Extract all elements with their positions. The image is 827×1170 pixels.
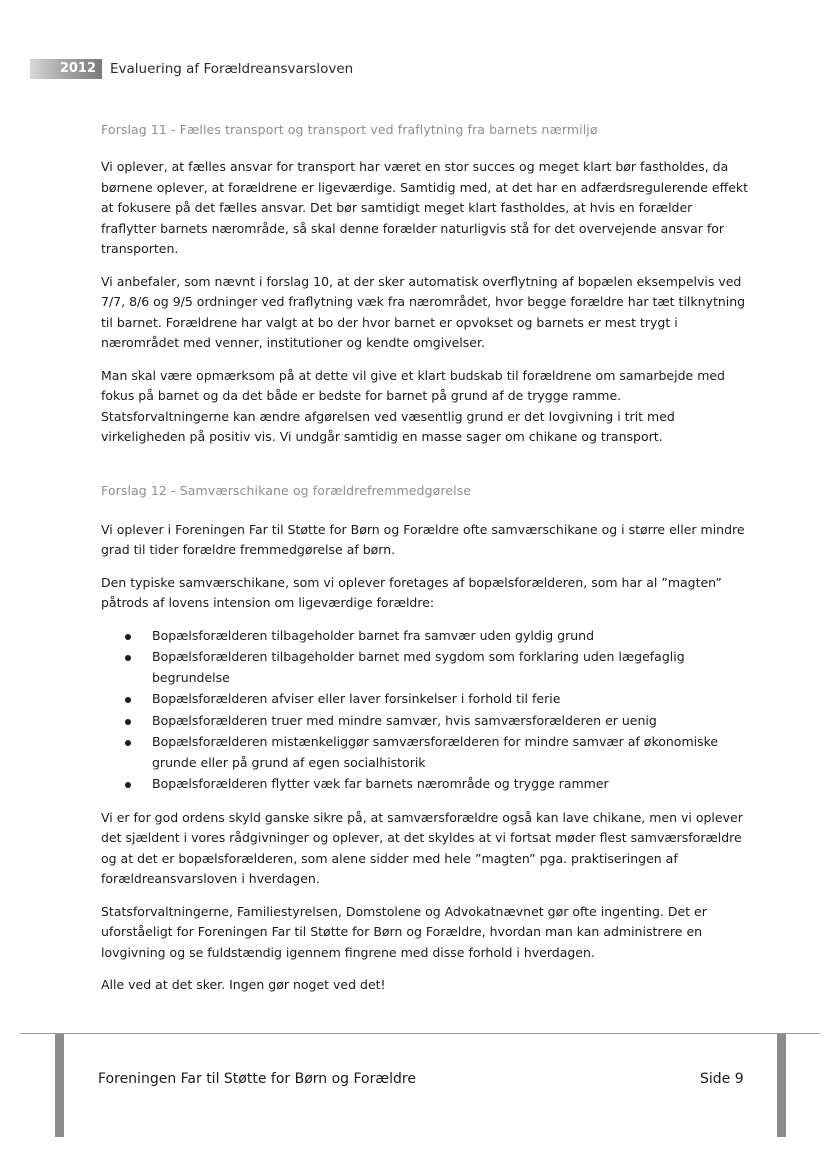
main-content [101, 122, 751, 996]
bullet-icon [125, 655, 131, 661]
document-title: Evaluering af Forældreansvarsloven [110, 61, 354, 77]
list-item-text: Bopælsforælderen truer med mindre samvær, hvis samværsforælderen er uenig [152, 712, 657, 728]
list-item [101, 774, 751, 795]
year-badge: 2012 [30, 59, 102, 79]
bullet-icon [125, 634, 131, 640]
page-number: Side 9 [700, 1071, 744, 1087]
list-item-text: Bopælsforælderen tilbageholder barnet fra samvær uden gyldig grund [152, 627, 594, 643]
list-item [101, 689, 751, 710]
bullet-icon [125, 719, 131, 725]
bullet-icon [125, 697, 131, 703]
footer-divider [20, 1033, 820, 1034]
footer-left-bar [55, 1034, 64, 1137]
list-item-text: Bopælsforælderen tilbageholder barnet med sygdom som forklaring uden lægefaglig begrundelse [152, 649, 685, 685]
paragraph: Man skal være opmærksom på at dette vil give et klart budskab til forældrene om samarbejde med fokus på barnet og da det både er bedste for barnet på grund af de trygge ramme. Statsforvaltningerne kan ændre afgørelsen ved væsentlig grund er det lovgivning i trit med virkeligheden på positiv vis. Vi undgår samtidig en masse sager om chikane og transport. [101, 367, 725, 444]
section-heading-forslag-11: Forslag 11 - Fælles transport og transport ved fraflytning fra barnets nærmiljø [101, 122, 598, 137]
section-heading-forslag-12: Forslag 12 - Samværschikane og forældrefremmedgørelse [101, 482, 472, 498]
paragraph: Statsforvaltningerne, Familiestyrelsen, Domstolene og Advokatnævnet gør ofte ingenting. Det er uforståeligt for Foreningen Far til Støtte for Børn og Forældre, hvordan man kan administrere en lovgivning og se fuldstændig igennem fingrene med disse forhold i hverdagen. [101, 903, 707, 960]
list-item-text: Bopælsforælderen flytter væk far barnets nærområde og trygge rammer [152, 776, 609, 791]
paragraph: Vi oplever, at fælles ansvar for transport har været en stor succes og meget klart bør fastholdes, da børnene oplever, at forældrene er ligeværdige. Samtidig med, at det har en adfærdsregulerende effekt at fokusere på det fælles ansvar. Det bør samtidigt meget klart fastholdes, at hvis en forælder fraflytter barnets nærområde, så skal denne forælder naturligvis stå for det overvejende ansvar for transporten. [101, 159, 749, 256]
list-item [101, 711, 751, 732]
bullet-icon [125, 782, 131, 788]
bullet-icon [125, 740, 131, 746]
list-item-text: Bopælsforælderen mistænkeliggør samværsforælderen for mindre samvær af økonomiske grunde eller på grund af egen socialhistorik [152, 734, 719, 770]
list-item [101, 626, 751, 647]
paragraph: Vi er for god ordens skyld ganske sikre på, at samværsforældre også kan lave chikane, men vi oplever det sjældent i vores rådgivninger og oplever, at det skyldes at vi fortsat møder flest samværsforældre og at det er bopælsforælderen, som alene sidder med hele ”magten” pga. praktiseringen af forældreansvarsloven i hverdagen. [101, 809, 743, 886]
paragraph: Vi anbefaler, som nævnt i forslag 10, at der sker automatisk overflytning af bopælen eksempelvis ved 7/7, 8/6 og 9/5 ordninger ved fraflytning væk fra nærområdet, hvor begge forældre har tæt tilknytning til barnet. Forældrene har valgt at bo der hvor barnet er opvokset og barnets er mest trygt i nærområdet med venner, institutioner og kendte omgivelser. [101, 273, 746, 350]
footer-right-bar [777, 1034, 786, 1137]
bullet-list [101, 626, 751, 795]
paragraph: Alle ved at det sker. Ingen gør noget ved det! [101, 977, 386, 992]
list-item [101, 647, 751, 688]
footer-organization: Foreningen Far til Støtte for Børn og Forældre [98, 1071, 416, 1087]
paragraph: Den typiske samværschikane, som vi oplever foretages af bopælsforælderen, som har al ”magten” påtrods af lovens intension om ligeværdige forældre: [101, 574, 722, 610]
page-header [30, 58, 353, 80]
paragraph: Vi oplever i Foreningen Far til Støtte for Børn og Forældre ofte samværschikane og i større eller mindre grad til tider forældre fremmedgørelse af børn. [101, 521, 745, 557]
list-item-text: Bopælsforælderen afviser eller laver forsinkelser i forhold til ferie [152, 691, 561, 706]
list-item [101, 732, 751, 773]
